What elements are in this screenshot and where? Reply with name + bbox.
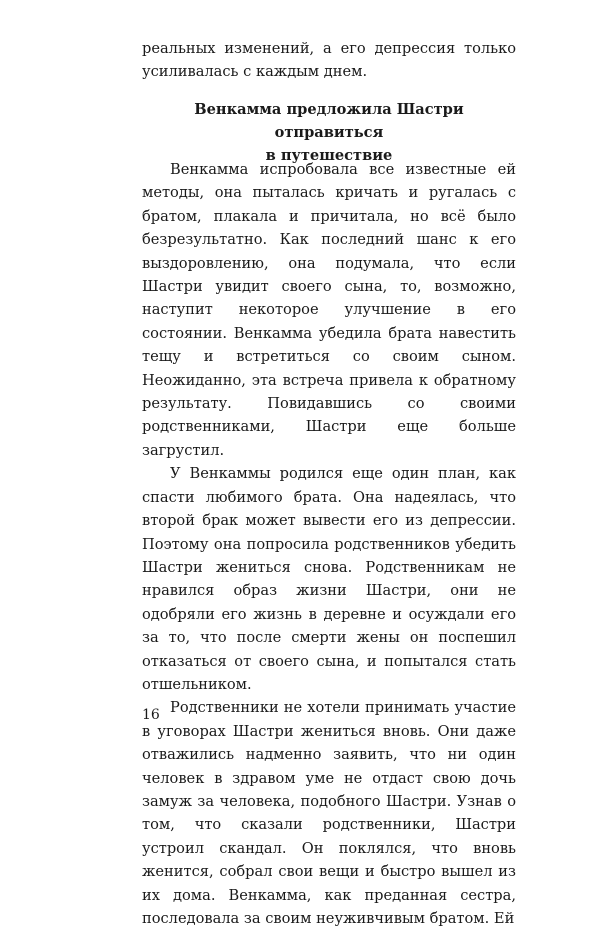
section-heading <box>142 98 516 167</box>
body-text <box>142 158 516 930</box>
page-number: 16 <box>142 707 160 723</box>
intro-paragraph: реальных изменений, а его депрессия только усиливалась с каждым днем. <box>142 40 516 81</box>
paragraph-3: Родственники не хотели принимать участие в уговорах Шастри жениться вновь. Они даже отважились надменно заявить, что ни один человек в здравом уме не отдаст свою дочь замуж за человека, подобного Шастри. Узнав о том, что сказали родственники, Шастри устроил скандал. Он поклялся, что вновь женится, собрал свои вещи и быстро вышел из их дома. Венкамма, как преданная сестра, последовала за своим неуживчивым братом. Ей <box>142 699 516 927</box>
paragraph-1: Венкамма испробовала все известные ей методы, она пыталась кричать и ругалась с братом, плакала и причитала, но всё было безрезультатно. Как последний шанс к его выздоровлению, она подумала, что если Шастри увидит своего сына, то, возможно, наступит некоторое улучшение в его состоянии. Венкамма убедила брата навестить тещу и встретиться со своим сыном. Неожиданно, эта встреча привела к обратному результату. Повидавшись со своими родственниками, Шастри еще больше загрустил. <box>142 161 516 459</box>
section-heading-line-1: Венкамма предложила Шастри отправиться <box>194 101 464 141</box>
intro-continuation <box>142 37 516 84</box>
paragraph-2: У Венкаммы родился еще один план, как спасти любимого брата. Она надеялась, что второй брак может вывести его из депрессии. Поэтому она попросила родственников убедить Шастри жениться снова. Родственникам не нравился образ жизни Шастри, они не одобряли его жизнь в деревне и осуждали его за то, что после смерти жены он поспешил отказаться от своего сына, и попытался стать отшельником. <box>142 465 516 693</box>
section-heading-line-2: в путешествие <box>265 147 393 164</box>
